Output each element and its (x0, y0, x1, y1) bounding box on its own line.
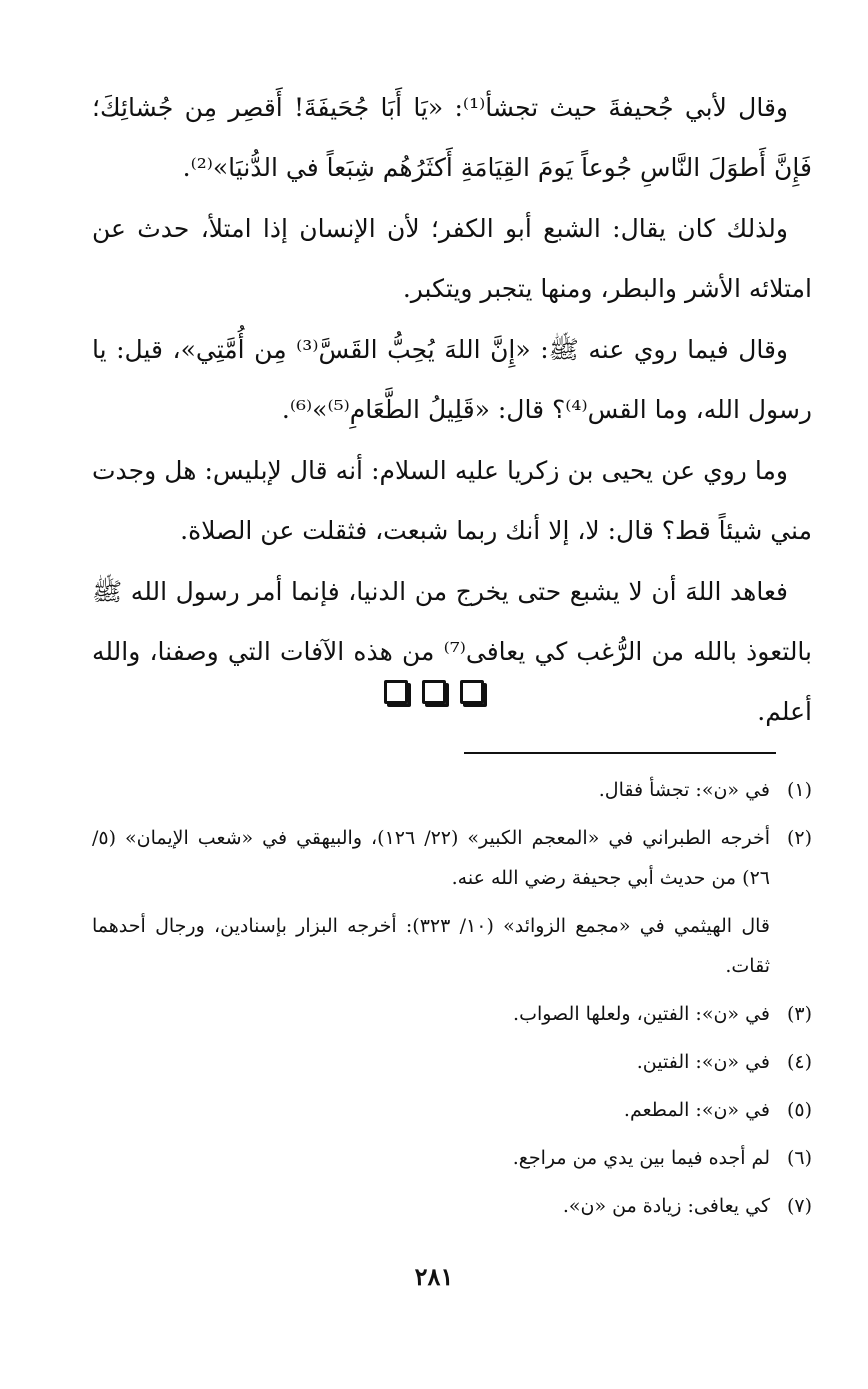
paragraph: وما روي عن يحيى بن زكريا عليه السلام: أنه قال لإبليس: هل وجدت مني شيئاً قط؟ قال: لا، إلا أنك ربما شبعت، فثقلت عن الصلاة. (92, 456, 812, 545)
footnotes (92, 770, 812, 1234)
footnote-divider (464, 752, 776, 754)
footnote-number: (٤) (786, 1051, 812, 1073)
footnote-number: (١) (786, 779, 812, 801)
footnote (92, 1138, 812, 1178)
footnote-text: كي يعافى: زيادة من «ن». (562, 1195, 770, 1217)
footnote-text: في «ن»: تجشأ فقال. (598, 779, 770, 801)
square-ornament-icon (384, 680, 408, 704)
footnote (92, 994, 812, 1034)
footnote-number: (٥) (786, 1099, 812, 1121)
footnote (92, 1042, 812, 1082)
square-ornament-icon (460, 680, 484, 704)
footnote-text: أخرجه الطبراني في «المعجم الكبير» (٢٢/ ١٢٦)، والبيهقي في «شعب الإيمان» (٥/ ٢٦) من حديث أبي جحيفة رضي الله عنه. (92, 827, 770, 889)
footnote-text: في «ن»: الفتين، ولعلها الصواب. (513, 1003, 770, 1025)
footnote-text: في «ن»: المطعم. (623, 1099, 770, 1121)
paragraph: وقال لأبي جُحيفةَ حيث تجشأ⁽¹⁾: «يَا أَبَا جُحَيفَةَ! أَقصِر مِن جُشائِكَ؛ فَإِنَّ أَطوَلَ النَّاسِ جُوعاً يَومَ القِيَامَةِ أَكثَرُهُم شِبَعاً في الدُّنيَا»⁽²⁾. (92, 93, 812, 182)
paragraph: فعاهد اللهَ أن لا يشبع حتى يخرج من الدنيا، فإنما أمر رسول الله ﷺ بالتعوذ بالله من الرُّغب كي يعافى⁽⁷⁾ من هذه الآفات التي وصفنا، والله أعلم. (92, 577, 813, 726)
footnote-number: (٧) (786, 1195, 812, 1217)
footnote-text: في «ن»: الفتين. (636, 1051, 770, 1073)
footnote-continuation: قال الهيثمي في «مجمع الزوائد» (١٠/ ٣٢٣): أخرجه البزار بإسنادين، ورجال أحدهما ثقات. (92, 915, 770, 977)
footnote-number: (٣) (786, 1003, 812, 1025)
page-number: ٢٨١ (414, 1262, 454, 1291)
main-text (92, 78, 812, 743)
footnote-number: (٢) (786, 827, 812, 849)
footnote-text: لم أجده فيما بين يدي من مراجع. (512, 1147, 770, 1169)
footnote-number: (٦) (786, 1147, 812, 1169)
paragraph: ولذلك كان يقال: الشبع أبو الكفر؛ لأن الإنسان إذا امتلأ، حدث عن امتلائه الأشر والبطر، ومنها يتجبر ويتكبر. (92, 214, 812, 303)
footnote (92, 1186, 812, 1226)
footnote (92, 1090, 812, 1130)
footnote (92, 770, 812, 810)
section-end-ornament (0, 680, 868, 704)
square-ornament-icon (422, 680, 446, 704)
paragraph: وقال فيما روي عنه ﷺ: «إِنَّ اللهَ يُحِبُّ القَسَّ⁽³⁾ مِن أُمَّتِي»، قيل: يا رسول الله، وما القس⁽⁴⁾؟ قال: «قَلِيلُ الطَّعَامِ⁽⁵⁾»⁽⁶⁾. (92, 335, 812, 424)
footnote (92, 818, 812, 898)
